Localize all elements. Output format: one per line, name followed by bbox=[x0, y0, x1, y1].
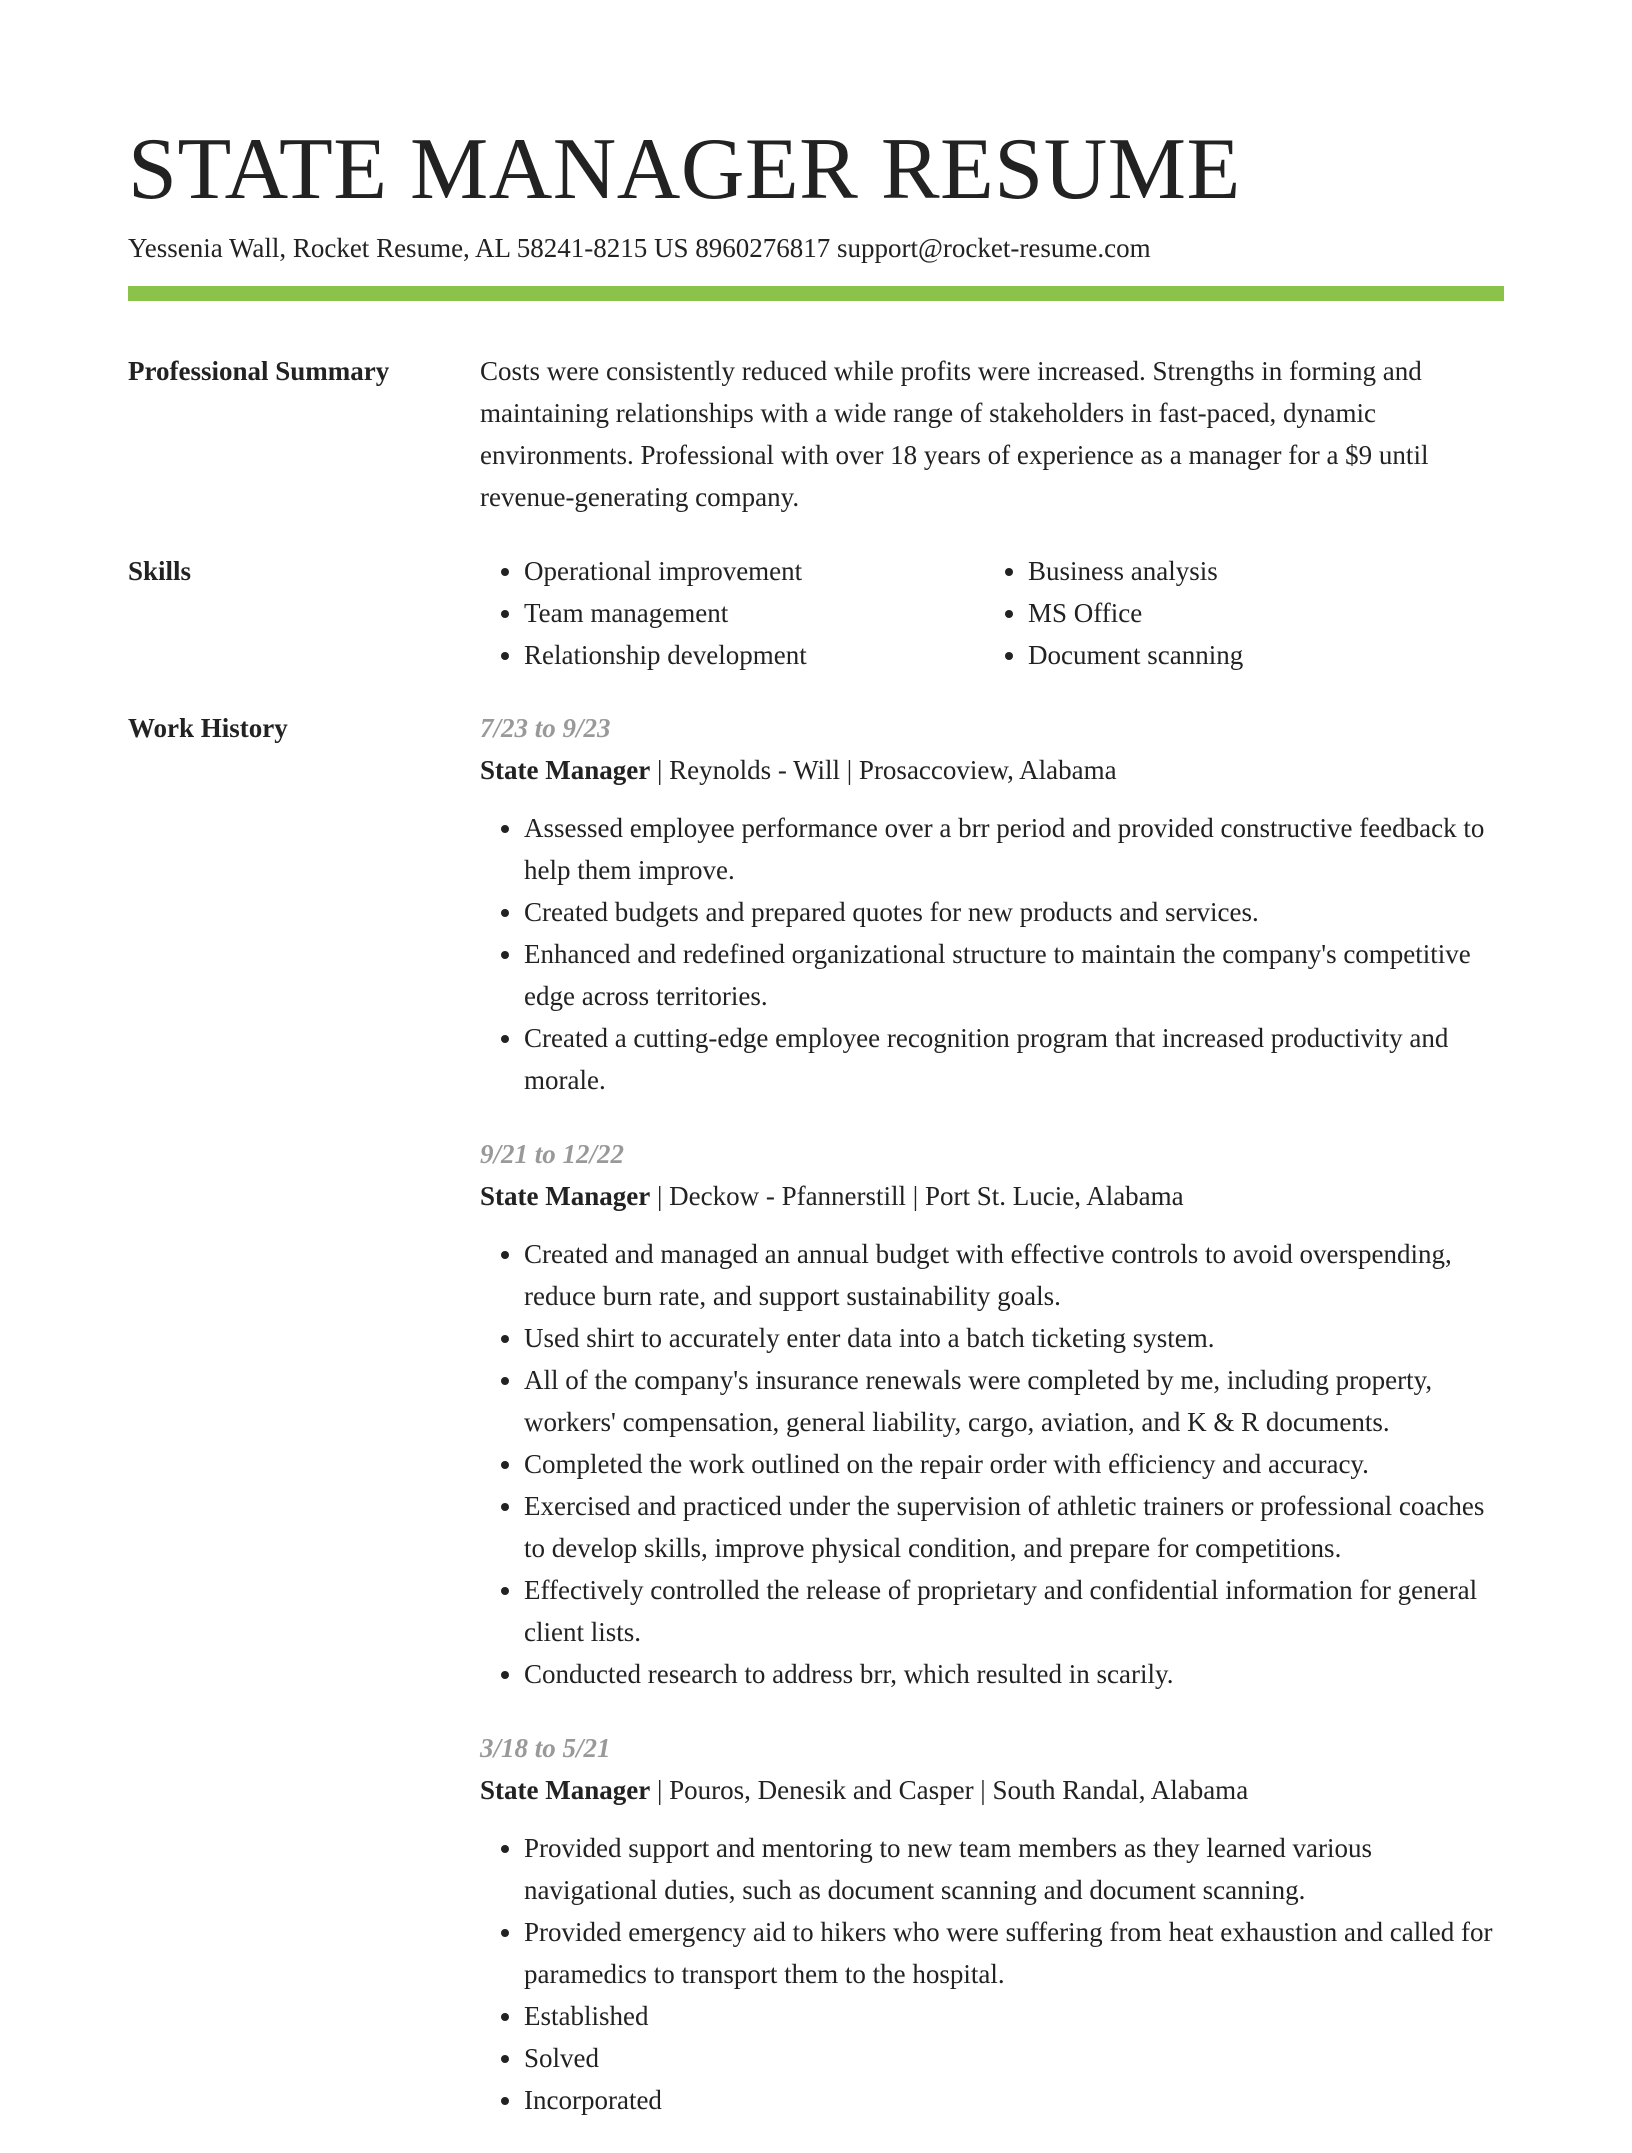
skill-item: • Operational improvement bbox=[524, 550, 984, 592]
job-bullet: • Created and managed an annual budget with effective controls to avoid overspending, reduce burn rate, and support sustainability goals. bbox=[524, 1233, 1504, 1317]
skills-list-right bbox=[984, 550, 1488, 676]
job-bullet: • Used shirt to accurately enter data into a batch ticketing system. bbox=[524, 1317, 1504, 1359]
job-bullet: • Established bbox=[524, 1995, 1504, 2037]
job-heading bbox=[480, 1175, 1504, 1217]
contact-line: Yessenia Wall, Rocket Resume, AL 58241-8215 US 8960276817 support@rocket-resume.com bbox=[128, 233, 1151, 263]
job-heading bbox=[480, 749, 1504, 791]
job-bullet: • Enhanced and redefined organizational structure to maintain the company's competitive edge across territories. bbox=[524, 933, 1504, 1017]
skill-item: • Relationship development bbox=[524, 634, 984, 676]
work-history-section bbox=[480, 707, 1504, 2153]
summary-text: Costs were consistently reduced while profits were increased. Strengths in forming and maintaining relationships with a wide range of stakeholders in fast-paced, dynamic environments. Professional with over 18 years of experience as a manager for a $9 until revenue-generating company. bbox=[480, 356, 1429, 512]
job-bullet: • Incorporated bbox=[524, 2079, 1504, 2121]
job-details: | Deckow - Pfannerstill | Port St. Lucie, Alabama bbox=[650, 1181, 1184, 1211]
summary-section bbox=[480, 350, 1504, 518]
job-bullet-list bbox=[480, 1827, 1504, 2121]
summary-label: Professional Summary bbox=[128, 356, 390, 386]
job-title: State Manager bbox=[480, 1775, 651, 1805]
job-title: State Manager bbox=[480, 1181, 651, 1211]
job-bullet: • Solved bbox=[524, 2037, 1504, 2079]
skills-list-left bbox=[480, 550, 984, 676]
resume-title: STATE MANAGER RESUME bbox=[128, 121, 1241, 218]
skill-item: • Document scanning bbox=[1028, 634, 1488, 676]
job-bullet: • Conducted research to address brr, which resulted in scarily. bbox=[524, 1653, 1504, 1695]
job-heading bbox=[480, 1769, 1504, 1811]
header-divider bbox=[128, 286, 1504, 301]
skills-grid bbox=[480, 550, 1504, 676]
job-bullet: • Completed the work outlined on the repair order with efficiency and accuracy. bbox=[524, 1443, 1504, 1485]
job-details: | Reynolds - Will | Prosaccoview, Alabama bbox=[650, 755, 1117, 785]
job-bullet: • Created a cutting-edge employee recognition program that increased productivity and morale. bbox=[524, 1017, 1504, 1101]
job-bullet-list bbox=[480, 807, 1504, 1101]
skills-section bbox=[480, 550, 1504, 676]
skill-item: • Business analysis bbox=[1028, 550, 1488, 592]
job-dates: 9/21 to 12/22 bbox=[480, 1139, 625, 1169]
job-bullet: • Effectively controlled the release of proprietary and confidential information for general client lists. bbox=[524, 1569, 1504, 1653]
job-bullet: • All of the company's insurance renewals were completed by me, including property, workers' compensation, general liability, cargo, aviation, and K & R documents. bbox=[524, 1359, 1504, 1443]
job-dates: 7/23 to 9/23 bbox=[480, 713, 611, 743]
job-bullet: • Provided emergency aid to hikers who were suffering from heat exhaustion and called for paramedics to transport them to the hospital. bbox=[524, 1911, 1504, 1995]
skills-label: Skills bbox=[128, 556, 192, 586]
job-bullet: • Exercised and practiced under the supervision of athletic trainers or professional coaches to develop skills, improve physical condition, and prepare for competitions. bbox=[524, 1485, 1504, 1569]
job-bullet-list bbox=[480, 1233, 1504, 1695]
skill-item: • MS Office bbox=[1028, 592, 1488, 634]
job-entry bbox=[480, 707, 1504, 1101]
job-entry bbox=[480, 1133, 1504, 1695]
job-details: | Pouros, Denesik and Casper | South Randal, Alabama bbox=[650, 1775, 1249, 1805]
job-title: State Manager bbox=[480, 755, 651, 785]
work-history-label: Work History bbox=[128, 713, 288, 743]
job-dates: 3/18 to 5/21 bbox=[480, 1733, 611, 1763]
job-bullet: • Created budgets and prepared quotes for new products and services. bbox=[524, 891, 1504, 933]
job-entry bbox=[480, 1727, 1504, 2121]
job-bullet: • Assessed employee performance over a brr period and provided constructive feedback to help them improve. bbox=[524, 807, 1504, 891]
job-bullet: • Provided support and mentoring to new team members as they learned various navigational duties, such as document scanning and document scanning. bbox=[524, 1827, 1504, 1911]
skill-item: • Team management bbox=[524, 592, 984, 634]
